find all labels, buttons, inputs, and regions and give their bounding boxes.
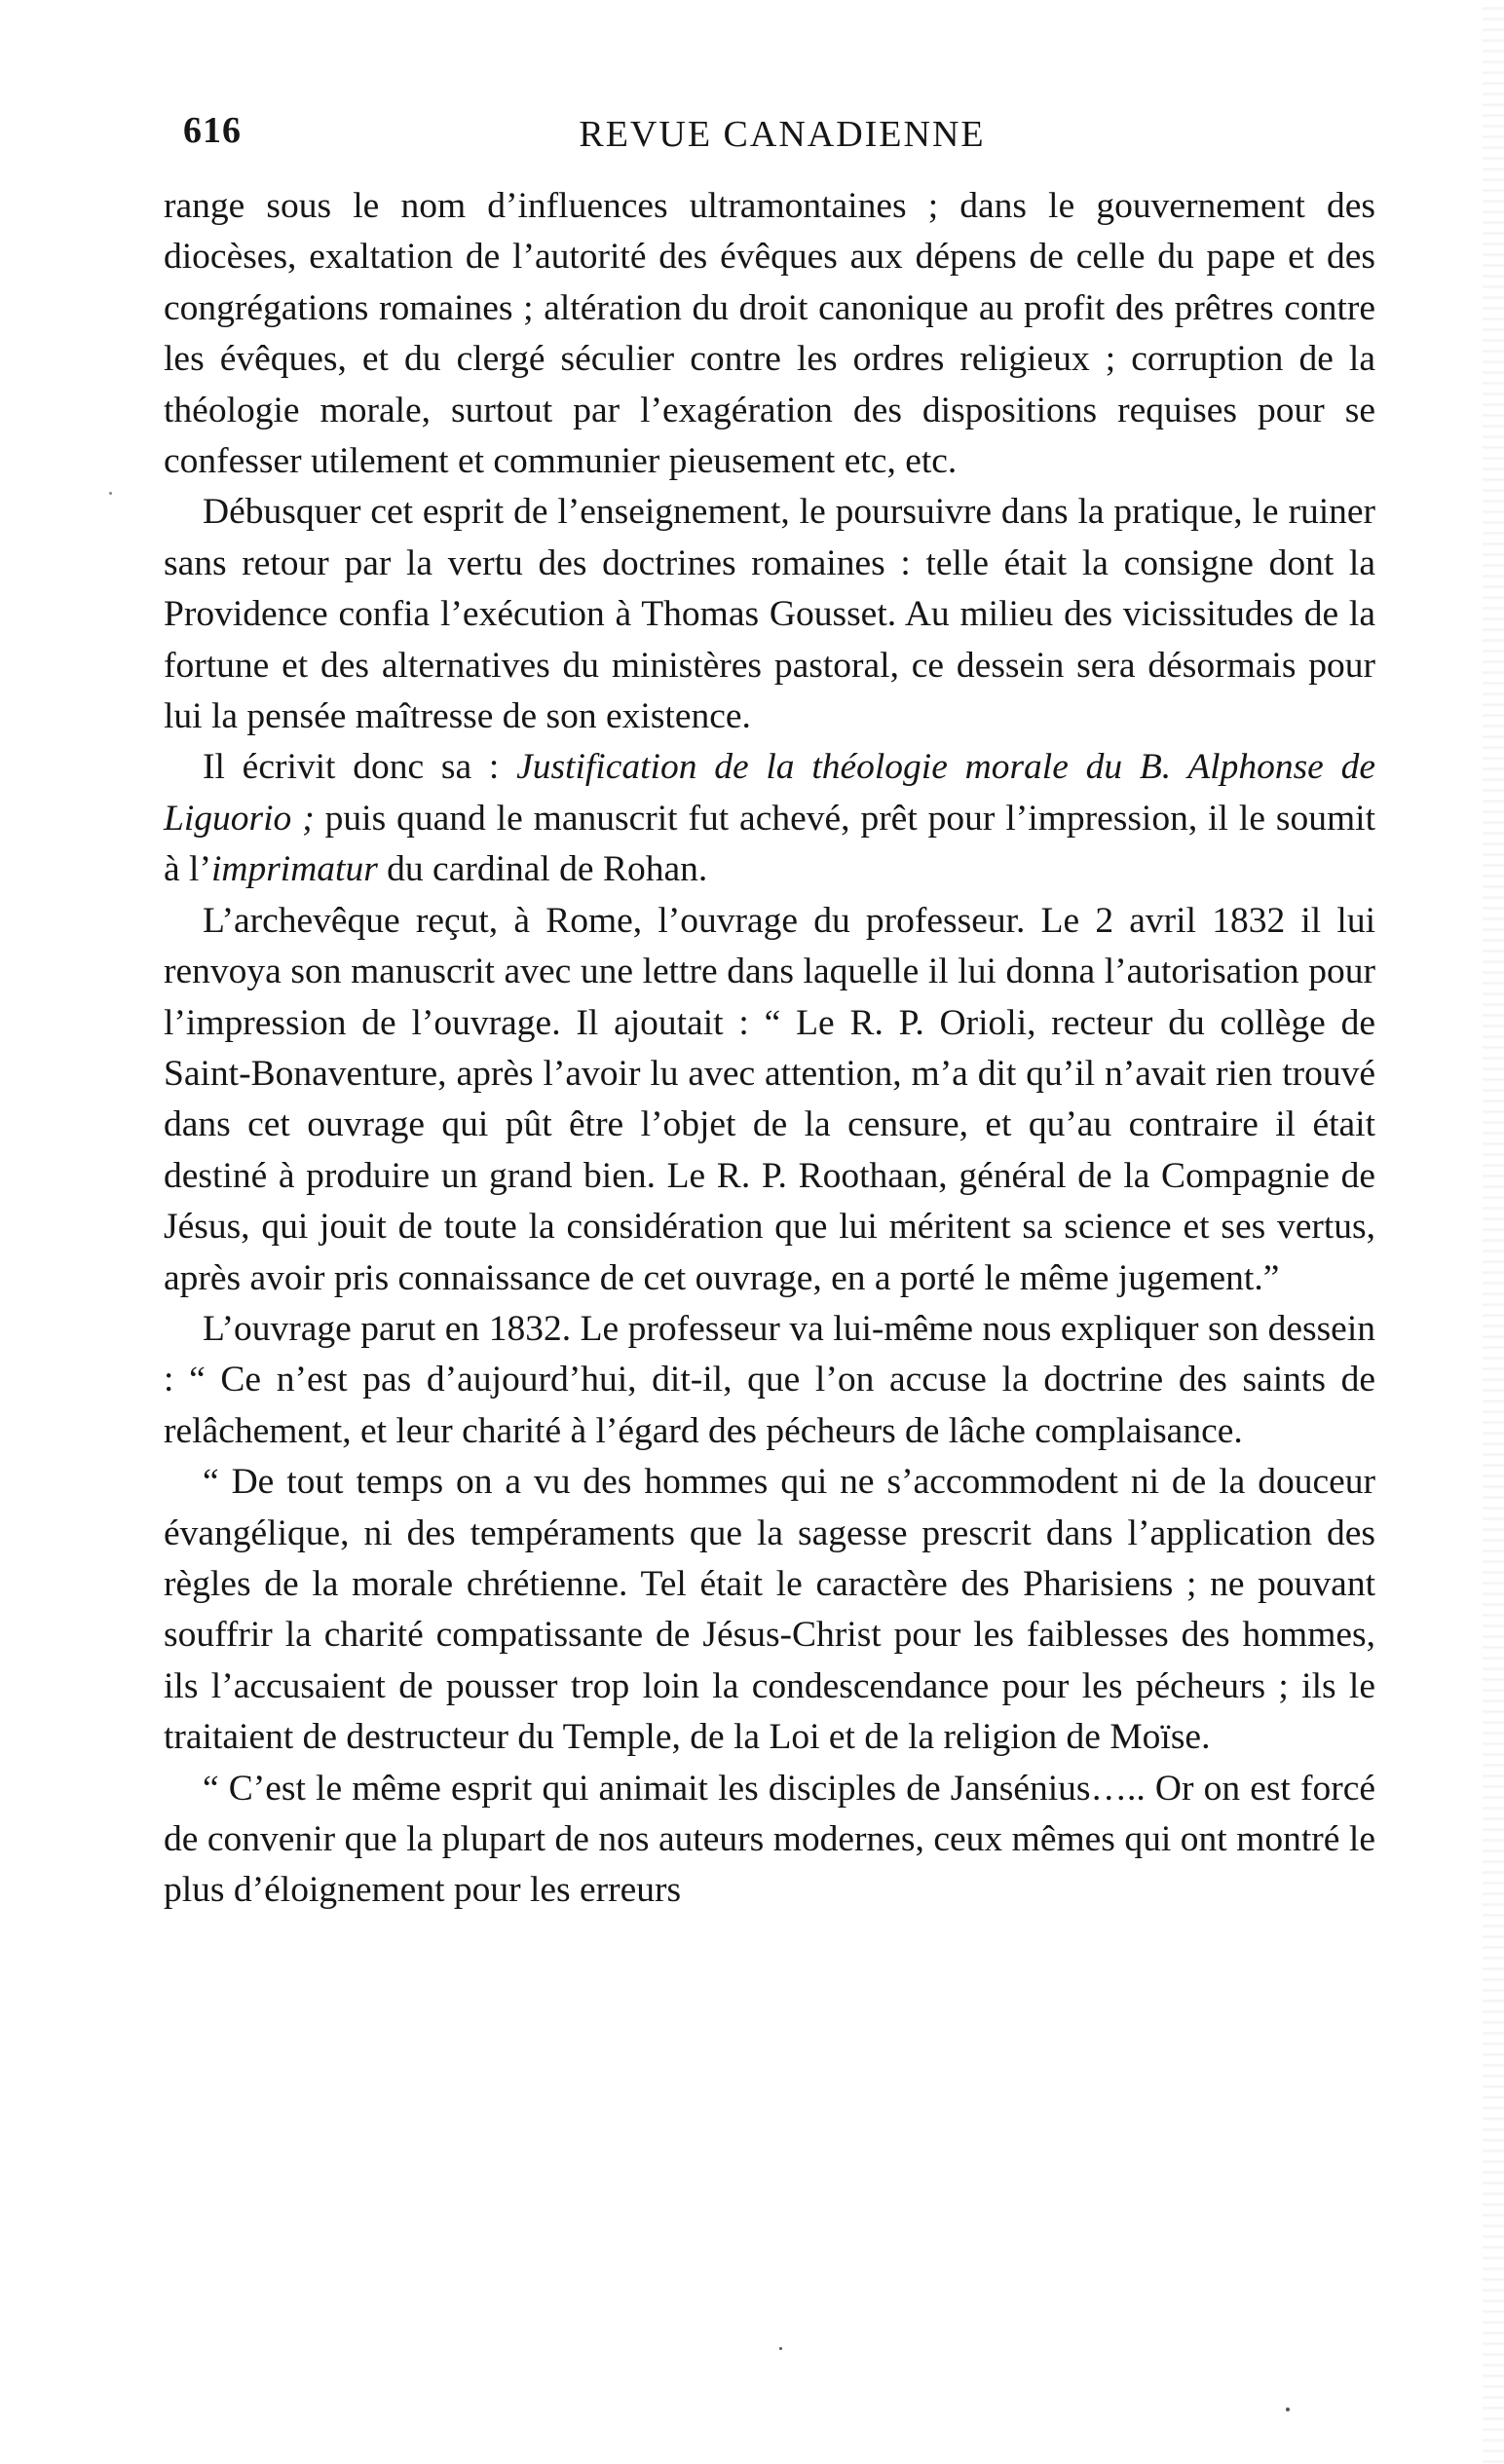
text-segment: Débusquer cet esprit de l’enseignement, le poursuivre dans la pratique, le ruiner sans retour par la vertu des doctrines romaines : telle était la consigne dont la Providence confia l’exécution à Thomas Gousset. Au milieu des vicissitudes de la fortune et des alternatives du ministères pastoral, ce dessein sera désormais pour lui la pensée maîtresse de son existence. [164, 492, 1375, 737]
text-segment: “ De tout temps on a vu des hommes qui ne s’accommodent ni de la douceur évangélique, ni des tempéraments que la sagesse prescrit dans l’application des règles de la morale chrétienne. Tel était le caractère des Pharisiens ; ne pouvant souffrir la charité compatissante de Jésus-Christ pour les faiblesses des hommes, ils l’accusaient de pousser trop loin la condescendance pour les pécheurs ; ils le traitaient de destructeur du Temple, de la Loi et de la religion de Moïse. [164, 1462, 1375, 1758]
page-number: 616 [183, 110, 242, 151]
paragraph-2 [164, 487, 1375, 742]
text-segment: puis quand le manuscrit fut achevé, prêt pour l’impression, il le soumit à l’ [164, 798, 1375, 890]
paragraph-7 [164, 1764, 1375, 1917]
text-segment: du cardinal de Rohan. [377, 849, 708, 890]
page-header [183, 109, 1381, 168]
text-segment: “ C’est le même esprit qui animait les disciples de Jansénius….. Or on est forcé de convenir que la plupart de nos auteurs modernes, ceux mêmes qui ont montré le plus d’éloignement pour les erreurs [164, 1768, 1375, 1911]
text-segment: L’archevêque reçut, à Rome, l’ouvrage du professeur. Le 2 avril 1832 il lui renvoya son manuscrit avec une lettre dans laquelle il lui donna l’autorisation pour l’impression de l’ouvrage. Il ajoutait : “ Le R. P. Orioli, recteur du collège de Saint-Bonaventure, après l’avoir lu avec attention, m’a dit qu’il n’avait rien trouvé dans cet ouvrage qui pût être l’objet de la censure, et qu’au contraire il était destiné à produire un grand bien. Le R. P. Roothaan, général de la Compagnie de Jésus, qui jouit de toute la considération que lui méritent sa science et ses vertus, après avoir pris connaissance de cet ouvrage, en a porté le même jugement.” [164, 900, 1375, 1298]
paragraph-1 [164, 181, 1375, 487]
paragraph-5 [164, 1304, 1375, 1457]
text-segment: range sous le nom d’influences ultramontaines ; dans le gouvernement des diocèses, exaltation de l’autorité des évêques aux dépens de celle du pape et des congrégations romaines ; altération du droit canonique au profit des prêtres contre les évêques, et du clergé séculier contre les ordres religieux ; corruption de la théologie morale, surtout par l’exagération des dispositions requises pour se confesser utilement et communier pieusement etc, etc. [164, 186, 1375, 482]
paragraph-6 [164, 1457, 1375, 1763]
page-edge-shadow [1483, 0, 1504, 2464]
imprimatur-italic: imprimatur [210, 849, 378, 890]
book-title-italic: Justification de la théologie morale du B. Alphonse de Liguorio ; [164, 747, 1375, 839]
text-segment: L’ouvrage parut en 1832. Le professeur va lui-même nous expliquer son dessein : “ Ce n’est pas d’aujourd’hui, dit-il, que l’on accuse la doctrine des saints de relâchement, et leur charité à l’égard des pécheurs de lâche complaisance. [164, 1308, 1375, 1451]
paragraph-3 [164, 742, 1375, 895]
print-speck [109, 492, 112, 495]
print-speck [1286, 2408, 1290, 2411]
text-segment: Il écrivit donc sa : [203, 747, 517, 788]
paragraph-4 [164, 896, 1375, 1304]
print-speck [779, 2347, 782, 2350]
body-text [164, 181, 1375, 1917]
running-title: REVUE CANADIENNE [579, 114, 986, 155]
